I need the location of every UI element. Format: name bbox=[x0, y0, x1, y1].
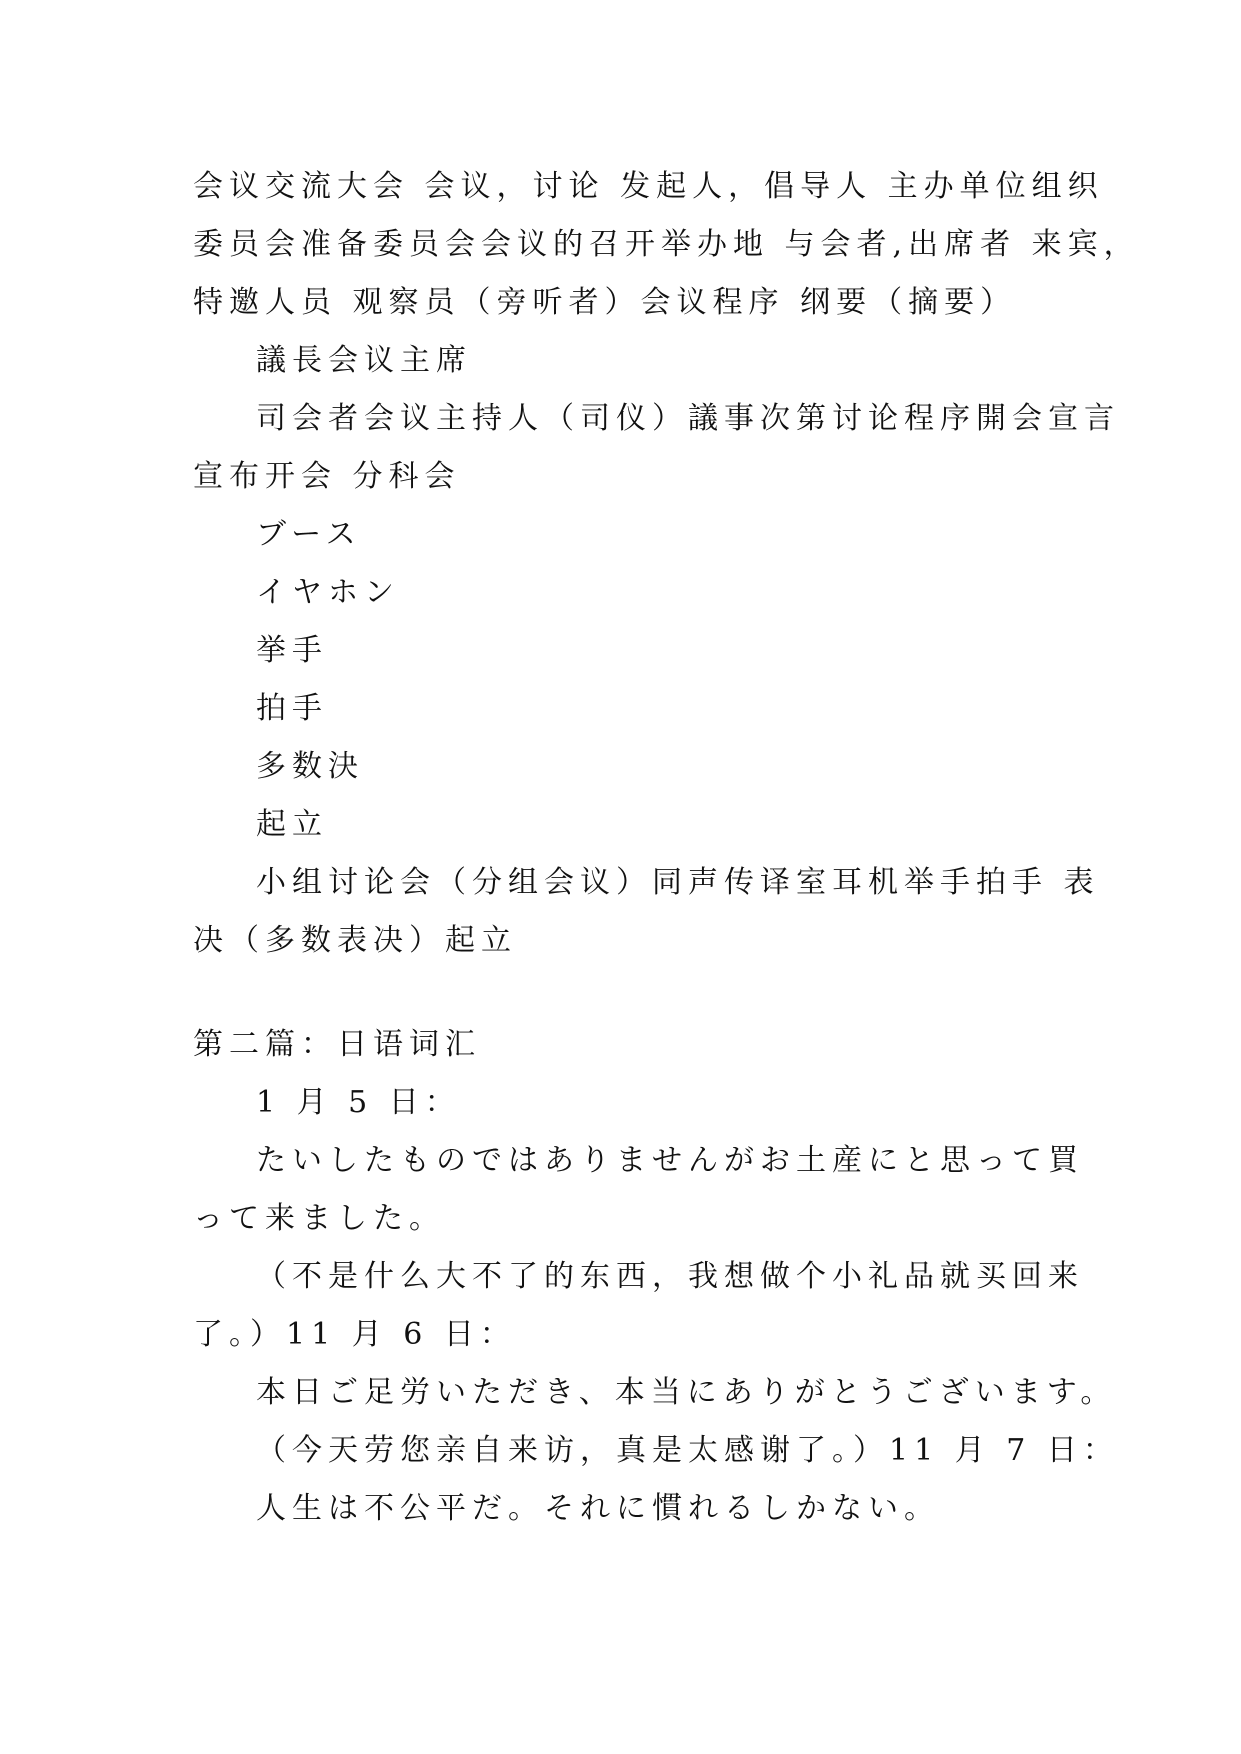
section-spacer bbox=[193, 970, 1083, 1016]
japanese-sentence: 人生は不公平だ。それに慣れるしかない。 bbox=[256, 1491, 940, 1526]
text-line: 宣布开会 分科会 bbox=[193, 459, 461, 494]
chinese-translation: （今天劳您亲自来访，真是太感谢了。）11 月 7 日： bbox=[256, 1433, 1119, 1468]
text-line: 起立 bbox=[256, 807, 328, 842]
japanese-sentence-continued: って来ました。 bbox=[193, 1201, 445, 1236]
japanese-sentence: 本日ご足労いただき、本当にありがとうございます。 bbox=[256, 1375, 1117, 1410]
text-line: 特邀人员 观察员（旁听者）会议程序 纲要（摘要） bbox=[193, 285, 1017, 320]
japanese-sentence: たいしたものではありませんがお土産にと思って買 bbox=[256, 1143, 1084, 1178]
text-line: 議長会议主席 bbox=[256, 343, 472, 378]
text-line: イヤホン bbox=[256, 575, 400, 610]
chinese-translation: （不是什么大不了的东西，我想做个小礼品就买回来 bbox=[256, 1259, 1084, 1294]
date-line: 1 月 5 日： bbox=[256, 1085, 461, 1120]
text-line: 挙手 bbox=[256, 633, 328, 668]
chinese-translation-continued: 了。）11 月 6 日： bbox=[193, 1317, 516, 1352]
text-line: 会议交流大会 会议，讨论 发起人，倡导人 主办单位组织 bbox=[193, 169, 1104, 204]
text-line: 司会者会议主持人（司仪）議事次第讨论程序開会宣言 bbox=[256, 401, 1120, 436]
text-line: 委员会准备委员会会议的召开举办地 与会者,出席者 来宾， bbox=[193, 227, 1140, 262]
text-line: 决（多数表决）起立 bbox=[193, 923, 517, 958]
section-heading: 第二篇：日语词汇 bbox=[193, 1027, 481, 1062]
text-line: 小组讨论会（分组会议）同声传译室耳机举手拍手 表 bbox=[256, 865, 1100, 900]
document-body bbox=[193, 158, 1140, 1538]
text-line: ブース bbox=[256, 517, 362, 552]
text-line: 拍手 bbox=[256, 691, 328, 726]
text-line: 多数決 bbox=[256, 749, 364, 784]
